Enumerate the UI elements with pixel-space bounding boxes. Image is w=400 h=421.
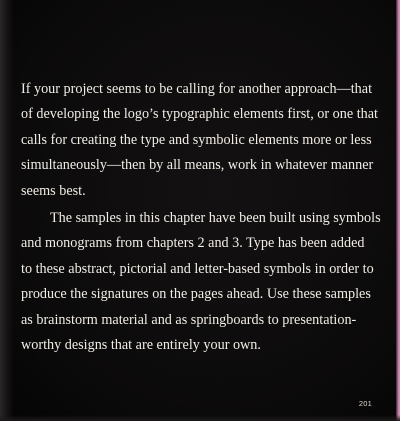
body-text xyxy=(21,77,381,358)
text-line: of developing the logo’s typographic elements first, or one that xyxy=(21,106,378,123)
text-line: worthy designs that are entirely your own. xyxy=(21,337,261,354)
page-number: 201 xyxy=(358,399,372,408)
page-edge xyxy=(396,0,400,421)
gutter-shadow xyxy=(0,0,14,421)
text-line: seems best. xyxy=(21,182,86,199)
text-line: simultaneously—then by all means, work in whatever manner xyxy=(21,157,374,174)
text-line: The samples in this chapter have been built using symbols xyxy=(50,210,381,227)
paragraph-2 xyxy=(21,206,381,358)
text-line: If your project seems to be calling for another approach—that xyxy=(21,81,373,97)
text-line: calls for creating the type and symbolic elements more or less xyxy=(21,131,372,148)
bottom-shadow xyxy=(0,415,400,421)
text-line: produce the signatures on the pages ahead. Use these samples xyxy=(21,286,371,303)
text-line: to these abstract, pictorial and letter-based symbols in order to xyxy=(21,260,374,277)
text-line: as brainstorm material and as springboards to presentation- xyxy=(21,311,357,328)
paragraph-1 xyxy=(21,77,377,204)
text-line: and monograms from chapters 2 and 3. Type has been added xyxy=(21,235,365,252)
